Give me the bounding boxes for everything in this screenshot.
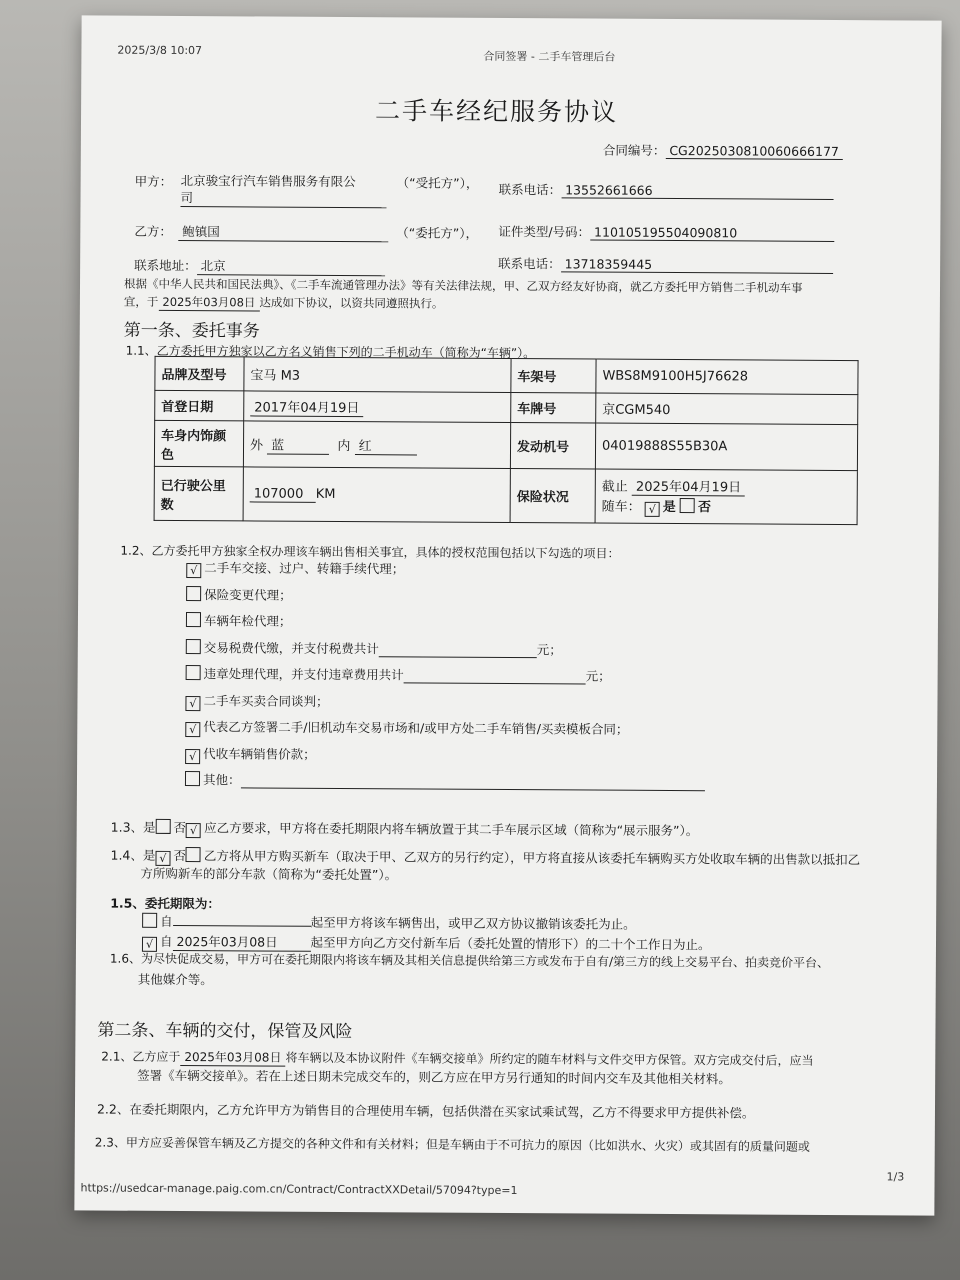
model-value: 宝马 M3 [244,357,511,393]
party-b-phone: 联系电话： 13718359445 [498,254,833,274]
preamble-line-1: 根据《中华人民共和国民法典》、《二手车流通管理办法》等有关法律法规，甲、乙双方经友好协商，就乙方委托甲方销售二手机动车事 [123,276,803,295]
vin-label: 车架号 [511,359,596,394]
authority-item-suffix: 元； [536,641,562,657]
clause-2-1: 2.1、乙方应于 2025年03月08日 将车辆以及本协议附件《车辆交接单》所约定的随车材料与文件交甲方保管。双方完成交付后，应当 [101,1049,814,1068]
clause-1-6-cont: 其他媒介等。 [137,971,213,988]
authority-item-checkbox[interactable] [186,665,201,680]
authority-item-checkbox[interactable]: √ [186,563,201,578]
authority-item-checkbox[interactable]: √ [185,722,200,737]
insurance-no-checkbox[interactable] [680,498,695,513]
authority-item-checkbox[interactable]: √ [185,696,200,711]
clause-1-2: 1.2、乙方委托甲方独家全权办理该车辆出售相关事宜，具体的授权范围包括以下勾选的项目： [120,543,620,561]
article-1-title: 第一条、委托事务 [123,320,260,342]
clause-1-3-yes-checkbox[interactable] [156,819,171,834]
plate-label: 车牌号 [511,393,596,424]
insurance-label: 保险状况 [510,469,595,524]
clause-2-3: 2.3、甲方应妥善保管车辆及乙方提交的各种文件和有关材料；但是车辆由于不可抗力的原因（比如洪水、火灾）或其固有的质量问题或 [94,1135,810,1154]
authority-item-label: 其他： [202,772,241,788]
authority-item-label: 车辆年检代理； [203,613,292,629]
authority-item-checkbox[interactable] [186,639,201,654]
party-b-name: 鲍镇国 [178,222,388,242]
mileage-label: 已行驶公里数 [154,466,243,521]
authority-item-label: 二手车买卖合同谈判； [203,692,329,709]
color-value: 外 蓝 内 红 [243,421,510,469]
party-b-label: 乙方： [134,223,172,239]
clause-1-4-yes-checkbox[interactable]: √ [155,851,170,866]
party-a-phone: 联系电话： 13552661666 [499,180,834,200]
insurance-value: 截止 2025年04月19日 随车： √ 是 否 [595,469,857,525]
article-2-title: 第二条、车辆的交付，保管及风险 [97,1020,353,1043]
color-label: 车身内饰颜色 [154,420,243,467]
plate-value: 京CGM540 [596,393,858,425]
engine-label: 发动机号 [510,423,595,470]
party-a-name: 北京骏宝行汽车销售服务有限公 司 [180,172,386,208]
authority-item-label: 保险变更代理； [204,586,292,603]
clause-1-5-option-1: 自 起至甲方将该车辆售出，或甲乙双方协议撤销该委托为止。 [142,912,636,933]
clause-2-2: 2.2、在委托期限内，乙方允许甲方为销售目的合理使用车辆，包括供潜在买家试乘试驾，乙方不得要求甲方提供补偿。 [96,1101,755,1121]
authority-item-checkbox[interactable]: √ [185,749,200,764]
mileage-value: 107000 KM [243,467,510,523]
authority-item-checkbox[interactable] [186,612,201,627]
print-datetime: 2025/3/8 10:07 [117,43,203,58]
authority-item-blank [379,641,537,658]
authority-item-checkbox[interactable] [185,771,200,786]
party-b-role: （“委托方”）， [396,225,479,241]
authority-item [186,664,611,685]
term-option-1-checkbox[interactable] [142,913,157,928]
authority-item-blank [240,772,704,791]
contract-page [74,15,941,1215]
authority-item [185,744,316,765]
authority-item-checkbox[interactable] [186,586,201,601]
authority-item-label: 二手车交接、过户、转籍手续代理； [204,560,405,577]
party-a-role: （“受托方”）， [396,175,479,191]
vin-value: WBS8M9100H5J76628 [596,359,858,395]
contract-number: 合同编号： CG2025030810060666177 [603,141,843,160]
preamble-line-2: 宜，于 2025年03月08日 达成如下协议，以资共同遵照执行。 [123,294,444,311]
authority-item [185,691,328,712]
clause-1-3-no-checkbox[interactable]: √ [186,823,201,838]
clause-1-5-option-2: √ 自 2025年03月08日 起至甲方向乙方交付新车后（委托处置的情形下）的二十个工作日为止。 [142,932,711,955]
model-label: 品牌及型号 [155,356,244,391]
authority-item-label: 代表乙方签署二手/旧机动车交易市场和/或甲方处二手车销售/买卖模板合同； [203,719,629,737]
authority-item [185,770,705,791]
authority-item [186,585,292,604]
clause-1-1: 1.1、乙方委托甲方独家以乙方名义销售下列的二手机动车（简称为“车辆”）。 [125,343,536,361]
clause-2-1-cont: 签署《车辆交接单》。若在上述日期未完成交车的，则乙方应在甲方另行通知的时间内交车及其他相关材料。 [137,1067,731,1087]
term-option-2-checkbox[interactable]: √ [142,937,157,952]
authority-item [185,717,628,740]
authority-item-suffix: 元； [585,668,611,684]
authority-item [186,611,292,630]
clause-1-6: 1.6、为尽快促成交易，甲方可在委托期限内将该车辆及其相关信息提供给第三方或发布于自有/第三方的线上交易平台、拍卖竞价平台、 [109,951,830,970]
reg-date-value: 2017年04月19日 [244,391,511,423]
authority-item-label: 代收车辆销售价款； [203,745,316,762]
authority-item [186,558,404,579]
party-b-address: 联系地址： 北京 [134,256,385,277]
authority-item-label: 违章处理代理，并支付违章费用共计 [203,666,404,683]
reg-date-label: 首登日期 [155,390,244,421]
vehicle-info-table [154,356,859,525]
party-b-id: 证件类型/号码： 110105195504090810 [498,222,834,242]
party-a-label: 甲方： [134,173,173,189]
authority-item [186,638,562,658]
insurance-yes-checkbox[interactable]: √ [645,502,660,517]
clause-1-4-cont: 方所购新车的部分车款（简称为“委托处置”）。 [140,865,398,883]
engine-value: 04019888S55B30A [595,423,857,471]
clause-1-5: 1.5、委托期限为： [110,895,220,912]
print-window-title: 合同签署 - 二手车管理后台 [483,49,616,64]
authority-item-label: 交易税费代缴，并支付税费共计 [203,639,379,656]
authority-item-blank [404,667,586,684]
clause-1-3: 1.3、是 否 √ 应乙方要求，甲方将在委托期限内将车辆放置于其二手车展示区域（简称为“展示服务”）。 [110,819,699,839]
clause-1-4-no-checkbox[interactable] [186,847,201,862]
document-title: 二手车经纪服务协议 [374,96,619,127]
clause-1-4: 1.4、是 √ 否 乙方将从甲方购买新车（取决于甲、乙双方的另行约定），甲方将直接从该委托车辆购买方处收取车辆的出售款以抵扣乙 [110,847,861,868]
page-number: 1/3 [886,1170,905,1184]
footer-url: https://usedcar-manage.paig.com.cn/Contract/ContractXXDetail/57094?type=1 [80,1181,518,1198]
